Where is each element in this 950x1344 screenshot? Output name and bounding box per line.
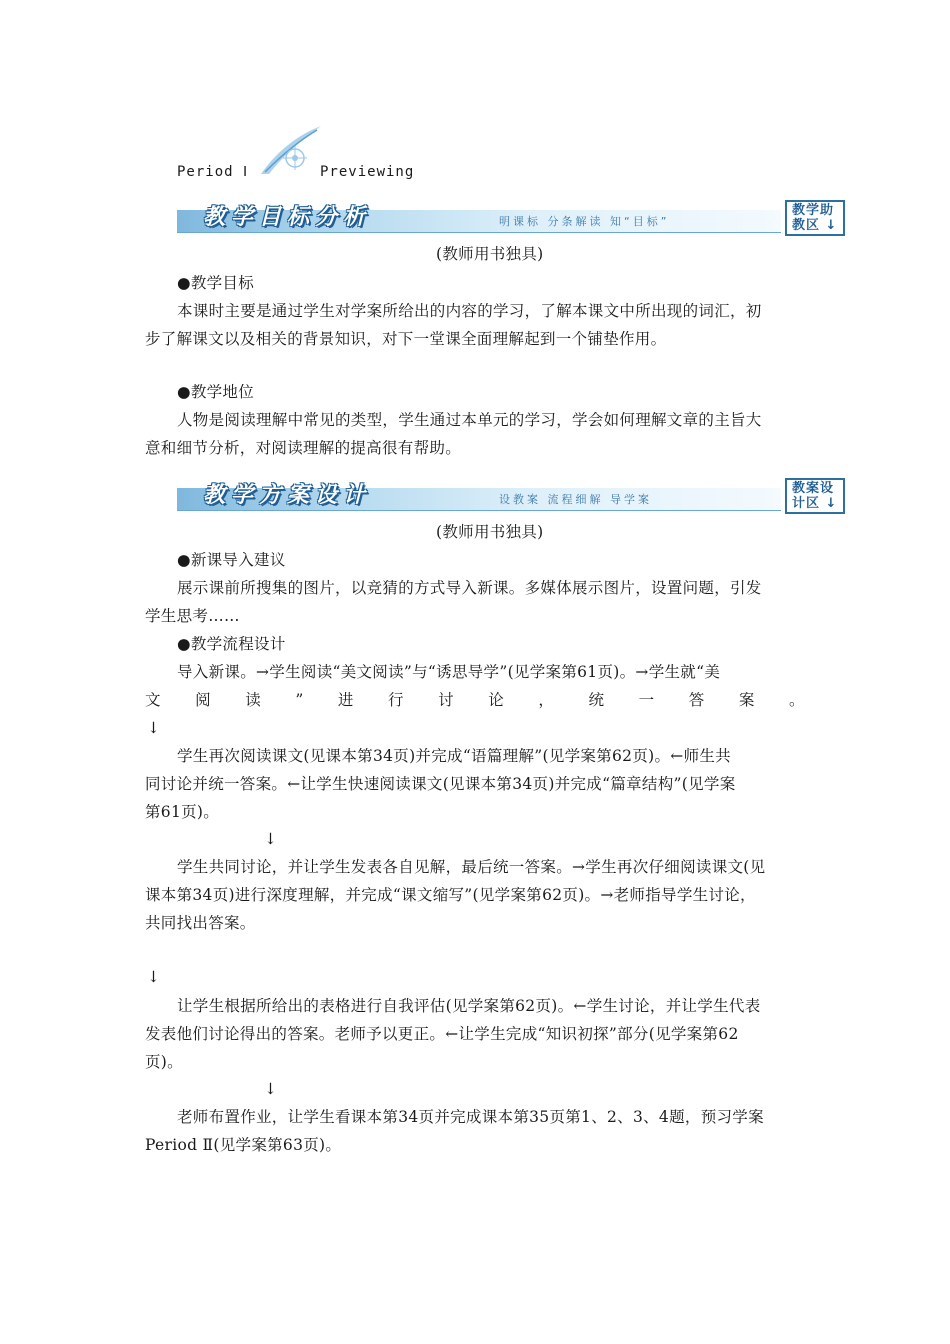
flow-p1-line-1: 导入新课。→学生阅读“美文阅读”与“诱思导学”(见学案第61页)。→学生就“美 xyxy=(177,663,721,681)
heading-teaching-flow: ●教学流程设计 xyxy=(177,635,286,653)
teacher-only-note: (教师用书独具) xyxy=(436,245,544,263)
banner-subtitle: 明课标 分条解读 知“目标” xyxy=(499,215,670,228)
banner-title: 教学目标分析 xyxy=(203,205,372,230)
position-line-2: 意和细节分析，对阅读理解的提高很有帮助。 xyxy=(145,439,462,457)
heading-teaching-position: ●教学地位 xyxy=(177,383,255,401)
section-banner-goals xyxy=(177,200,847,240)
section-banner-plan xyxy=(177,478,847,518)
flow-p1-line-2-char: 。 xyxy=(789,691,805,709)
flow-p4-line-1: 让学生根据所给出的表格进行自我评估(见学案第62页)。←学生讨论，并让学生代表 xyxy=(177,997,761,1015)
badge-line-2: 计区 ↓ xyxy=(792,496,838,511)
down-arrow-icon: ↓ xyxy=(147,968,161,986)
teacher-only-note: (教师用书独具) xyxy=(436,523,544,541)
banner-badge xyxy=(785,200,845,236)
badge-line-2: 教区 ↓ xyxy=(792,218,838,233)
intro-line-1: 展示课前所搜集的图片，以竞猜的方式导入新课。多媒体展示图片，设置问题，引发 xyxy=(177,579,762,597)
flow-p1-line-2-char: 论 xyxy=(488,691,505,709)
flow-p1-line-2-char: 行 xyxy=(388,691,404,709)
down-arrow-icon: ↓ xyxy=(264,830,278,848)
down-arrow-icon: ↓ xyxy=(264,1080,278,1098)
flow-p1-line-2-char: 统 xyxy=(588,691,605,709)
heading-new-lesson-intro: ●新课导入建议 xyxy=(177,551,286,569)
flow-p2-line-1: 学生再次阅读课文(见课本第34页)并完成“语篇理解”(见学案第62页)。←师生共 xyxy=(177,747,731,765)
goal-line-1: 本课时主要是通过学生对学案所给出的内容的学习，了解本课文中所出现的词汇，初 xyxy=(177,302,762,320)
banner-badge xyxy=(785,478,845,514)
flow-p1-line-2-char: 读 xyxy=(245,691,262,709)
period-label: Period Ⅰ xyxy=(177,164,249,180)
flow-p4-line-3: 页)。 xyxy=(145,1053,183,1071)
position-line-1: 人物是阅读理解中常见的类型，学生通过本单元的学习，学会如何理解文章的主旨大 xyxy=(177,411,762,429)
header-decoration xyxy=(255,124,327,180)
flow-p3-line-2: 课本第34页)进行深度理解，并完成“课文缩写”(见学案第62页)。→老师指导学生讨论， xyxy=(145,886,756,904)
down-arrow-icon: ↓ xyxy=(825,496,838,511)
flow-p1-line-2-char: 讨 xyxy=(438,691,454,709)
flow-p1-line-2-char: 答 xyxy=(688,691,705,709)
flow-p3-line-1: 学生共同讨论，并让学生发表各自见解，最后统一答案。→学生再次仔细阅读课文(见 xyxy=(177,858,766,876)
flow-p1-line-2-char: 案 xyxy=(738,691,755,709)
flow-p3-line-3: 共同找出答案。 xyxy=(145,914,256,932)
intro-line-2: 学生思考…… xyxy=(145,607,240,625)
down-arrow-icon: ↓ xyxy=(825,218,838,233)
flow-p1-line-2-char: ， xyxy=(538,691,555,709)
flow-p4-line-2: 发表他们讨论得出的答案。老师予以更正。←让学生完成“知识初探”部分(见学案第62 xyxy=(145,1025,739,1043)
down-arrow-icon: ↓ xyxy=(147,719,161,737)
flow-p1-line-2 xyxy=(145,687,805,714)
banner-title: 教学方案设计 xyxy=(203,483,372,508)
flow-p5-line-2: Period Ⅱ(见学案第63页)。 xyxy=(145,1136,342,1154)
heading-teaching-goal: ●教学目标 xyxy=(177,274,255,292)
flow-p1-line-2-char: 阅 xyxy=(195,691,211,709)
badge-line-1: 教学助 xyxy=(792,203,835,218)
flow-p2-line-2: 同讨论并统一答案。←让学生快速阅读课文(见课本第34页)并完成“篇章结构”(见学案 xyxy=(145,775,736,793)
badge-line-1: 教案设 xyxy=(792,481,835,496)
flow-p1-line-2-char: 进 xyxy=(337,691,354,709)
flow-p5-line-1: 老师布置作业，让学生看课本第34页并完成课本第35页第1、2、3、4题，预习学案 xyxy=(177,1108,764,1126)
flow-p1-line-2-char: 文 xyxy=(145,691,161,709)
flow-p1-line-2-char: ” xyxy=(295,691,304,709)
flow-p2-line-3: 第61页)。 xyxy=(145,803,220,821)
period-title: Previewing xyxy=(320,164,415,180)
goal-line-2: 步了解课文以及相关的背景知识，对下一堂课全面理解起到一个铺垫作用。 xyxy=(145,330,667,348)
banner-subtitle: 设教案 流程细解 导学案 xyxy=(499,493,652,506)
flow-p1-line-2-char: 一 xyxy=(638,691,655,709)
